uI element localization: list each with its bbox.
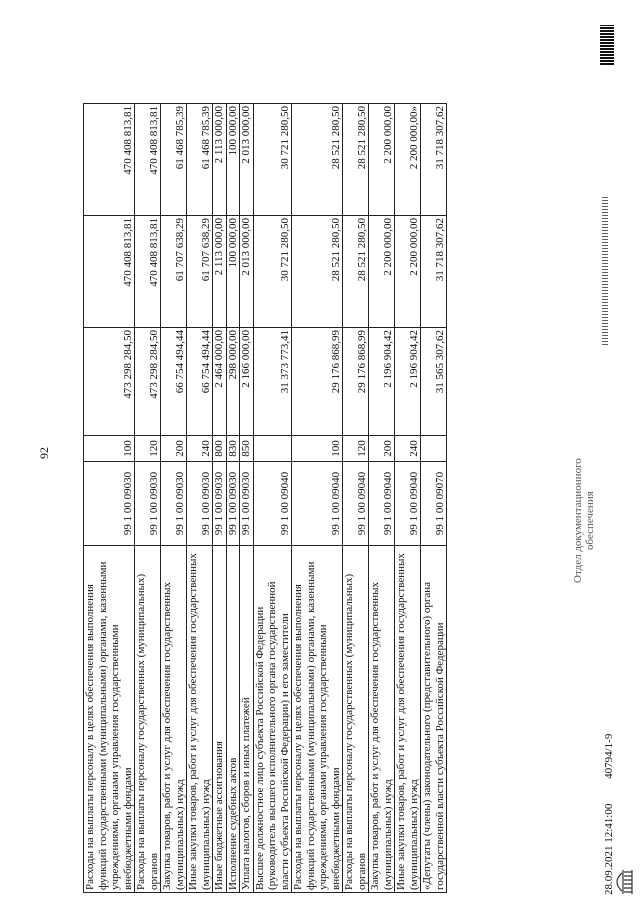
cell-v2: 470 408 813,81 [84,216,135,328]
scan-barcode-fragment [600,25,614,65]
cell-name: Расходы на выплаты персоналу государственных (муниципальных) органов [135,546,161,893]
cell-v3: 470 408 813,81 [135,104,161,216]
cell-v1: 2 166 000,00 [240,328,254,436]
cell-v2: 100 000,00 [226,216,240,328]
cell-v2: 2 200 000,00 [395,216,421,328]
cell-vr: 120 [343,436,369,462]
cell-vr: 240 [187,436,213,462]
parliament-logo-icon [612,867,634,897]
cell-name: Иные бюджетные ассигнования [213,546,227,893]
cell-code: 99 1 00 09030 [187,462,213,546]
cell-vr: 850 [240,436,254,462]
cell-v3: 470 408 813,81 [84,104,135,216]
cell-vr: 100 [84,436,135,462]
department-stamp [572,458,596,583]
cell-v1: 2 196 904,42 [395,328,421,436]
table-row [253,104,292,893]
cell-v2: 61 707 638,29 [161,216,187,328]
cell-v3: 2 013 000,00 [240,104,254,216]
cell-name: Расходы на выплаты персоналу в целях обеспечения выполнения функций государственными (муниципальными) органами, казенными учреждениями, органами управления государственными внебюджетными фондами [292,546,343,893]
cell-vr [253,436,292,462]
cell-code: 99 1 00 09030 [226,462,240,546]
page-number: 92 [37,447,51,459]
cell-v1: 66 754 494,44 [187,328,213,436]
footer-datetime: 28.09.2021 12:41:00 [603,803,615,895]
table-row [161,104,187,893]
cell-v1: 31 373 773,41 [253,328,292,436]
cell-name: Расходы на выплаты персоналу государственных (муниципальных) органов [343,546,369,893]
cell-v2: 61 707 638,29 [187,216,213,328]
table-row [240,104,254,893]
cell-v3: 28 521 280,50 [292,104,343,216]
cell-v3: 2 200 000,00 [369,104,395,216]
footer-meta [603,712,615,895]
cell-name: Высшее должностное лицо субъекта Российской Федерации (руководитель высшего исполнительного органа государственной власти субъекта Российской Федерации) и его заместители [253,546,292,893]
cell-name: Закупка товаров, работ и услуг для обеспечения государственных (муниципальных) нужд [161,546,187,893]
cell-v1: 298 000,00 [226,328,240,436]
cell-vr: 800 [213,436,227,462]
table-row [369,104,395,893]
footer-doc-id: 40794/1-9 [603,733,615,779]
cell-name: Закупка товаров, работ и услуг для обеспечения государственных (муниципальных) нужд [369,546,395,893]
cell-v3: 28 521 280,50 [343,104,369,216]
cell-code: 99 1 00 09040 [369,462,395,546]
cell-v2: 30 721 280,50 [253,216,292,328]
cell-v1: 31 565 307,62 [421,328,447,436]
cell-v2: 2 013 000,00 [240,216,254,328]
cell-code: 99 1 00 09030 [161,462,187,546]
cell-vr: 200 [161,436,187,462]
table-row [343,104,369,893]
cell-vr: 830 [226,436,240,462]
cell-vr: 120 [135,436,161,462]
cell-code: 99 1 00 09070 [421,462,447,546]
cell-code: 99 1 00 09030 [213,462,227,546]
cell-v3: 61 468 785,39 [161,104,187,216]
table-row [84,104,135,893]
table-row [226,104,240,893]
cell-v2: 2 200 000,00 [369,216,395,328]
cell-vr [421,436,447,462]
cell-name: Расходы на выплаты персоналу в целях обеспечения выполнения функций государственными (муниципальными) органами, казенными учреждениями, органами управления государственными внебюджетными фондами [84,546,135,893]
table-row [213,104,227,893]
cell-v2: 470 408 813,81 [135,216,161,328]
cell-code: 99 1 00 09030 [240,462,254,546]
cell-name: «Депутаты (члены) законодательного (представительного) органа государственной власти субъекта Российской Федерации [421,546,447,893]
stamp-line1: Отдел документационного [572,458,584,583]
cell-v2: 2 113 000,00 [213,216,227,328]
cell-code: 99 1 00 09040 [343,462,369,546]
budget-table [83,103,447,893]
cell-vr: 200 [369,436,395,462]
table-row [421,104,447,893]
cell-v3: 2 200 000,00» [395,104,421,216]
stamp-line2: обеспечения [584,491,596,550]
cell-code: 99 1 00 09040 [395,462,421,546]
table-row [292,104,343,893]
cell-name: Уплата налогов, сборов и иных платежей [240,546,254,893]
cell-v3: 2 113 000,00 [213,104,227,216]
cell-name: Иные закупки товаров, работ и услуг для обеспечения государственных (муниципальных) нужд [187,546,213,893]
cell-v2: 28 521 280,50 [292,216,343,328]
table-row [395,104,421,893]
cell-v3: 31 718 307,62 [421,104,447,216]
cell-v1: 473 298 284,50 [135,328,161,436]
cell-v1: 29 176 868,99 [343,328,369,436]
budget-table-body [84,104,447,893]
table-row [135,104,161,893]
cell-vr: 240 [395,436,421,462]
cell-code: 99 1 00 09030 [84,462,135,546]
table-row [187,104,213,893]
cell-v3: 100 000,00 [226,104,240,216]
scan-artifact [602,195,608,345]
cell-v1: 2 464 000,00 [213,328,227,436]
cell-code: 99 1 00 09030 [135,462,161,546]
cell-v3: 61 468 785,39 [187,104,213,216]
cell-v2: 31 718 307,62 [421,216,447,328]
cell-code: 99 1 00 09040 [292,462,343,546]
cell-v1: 66 754 494,44 [161,328,187,436]
cell-v2: 28 521 280,50 [343,216,369,328]
cell-name: Исполнение судебных актов [226,546,240,893]
cell-v1: 2 196 904,42 [369,328,395,436]
cell-v1: 29 176 868,99 [292,328,343,436]
cell-code: 99 1 00 09040 [253,462,292,546]
cell-name: Иные закупки товаров, работ и услуг для обеспечения государственных (муниципальных) нужд [395,546,421,893]
cell-v1: 473 298 284,50 [84,328,135,436]
cell-v3: 30 721 280,50 [253,104,292,216]
cell-vr: 100 [292,436,343,462]
